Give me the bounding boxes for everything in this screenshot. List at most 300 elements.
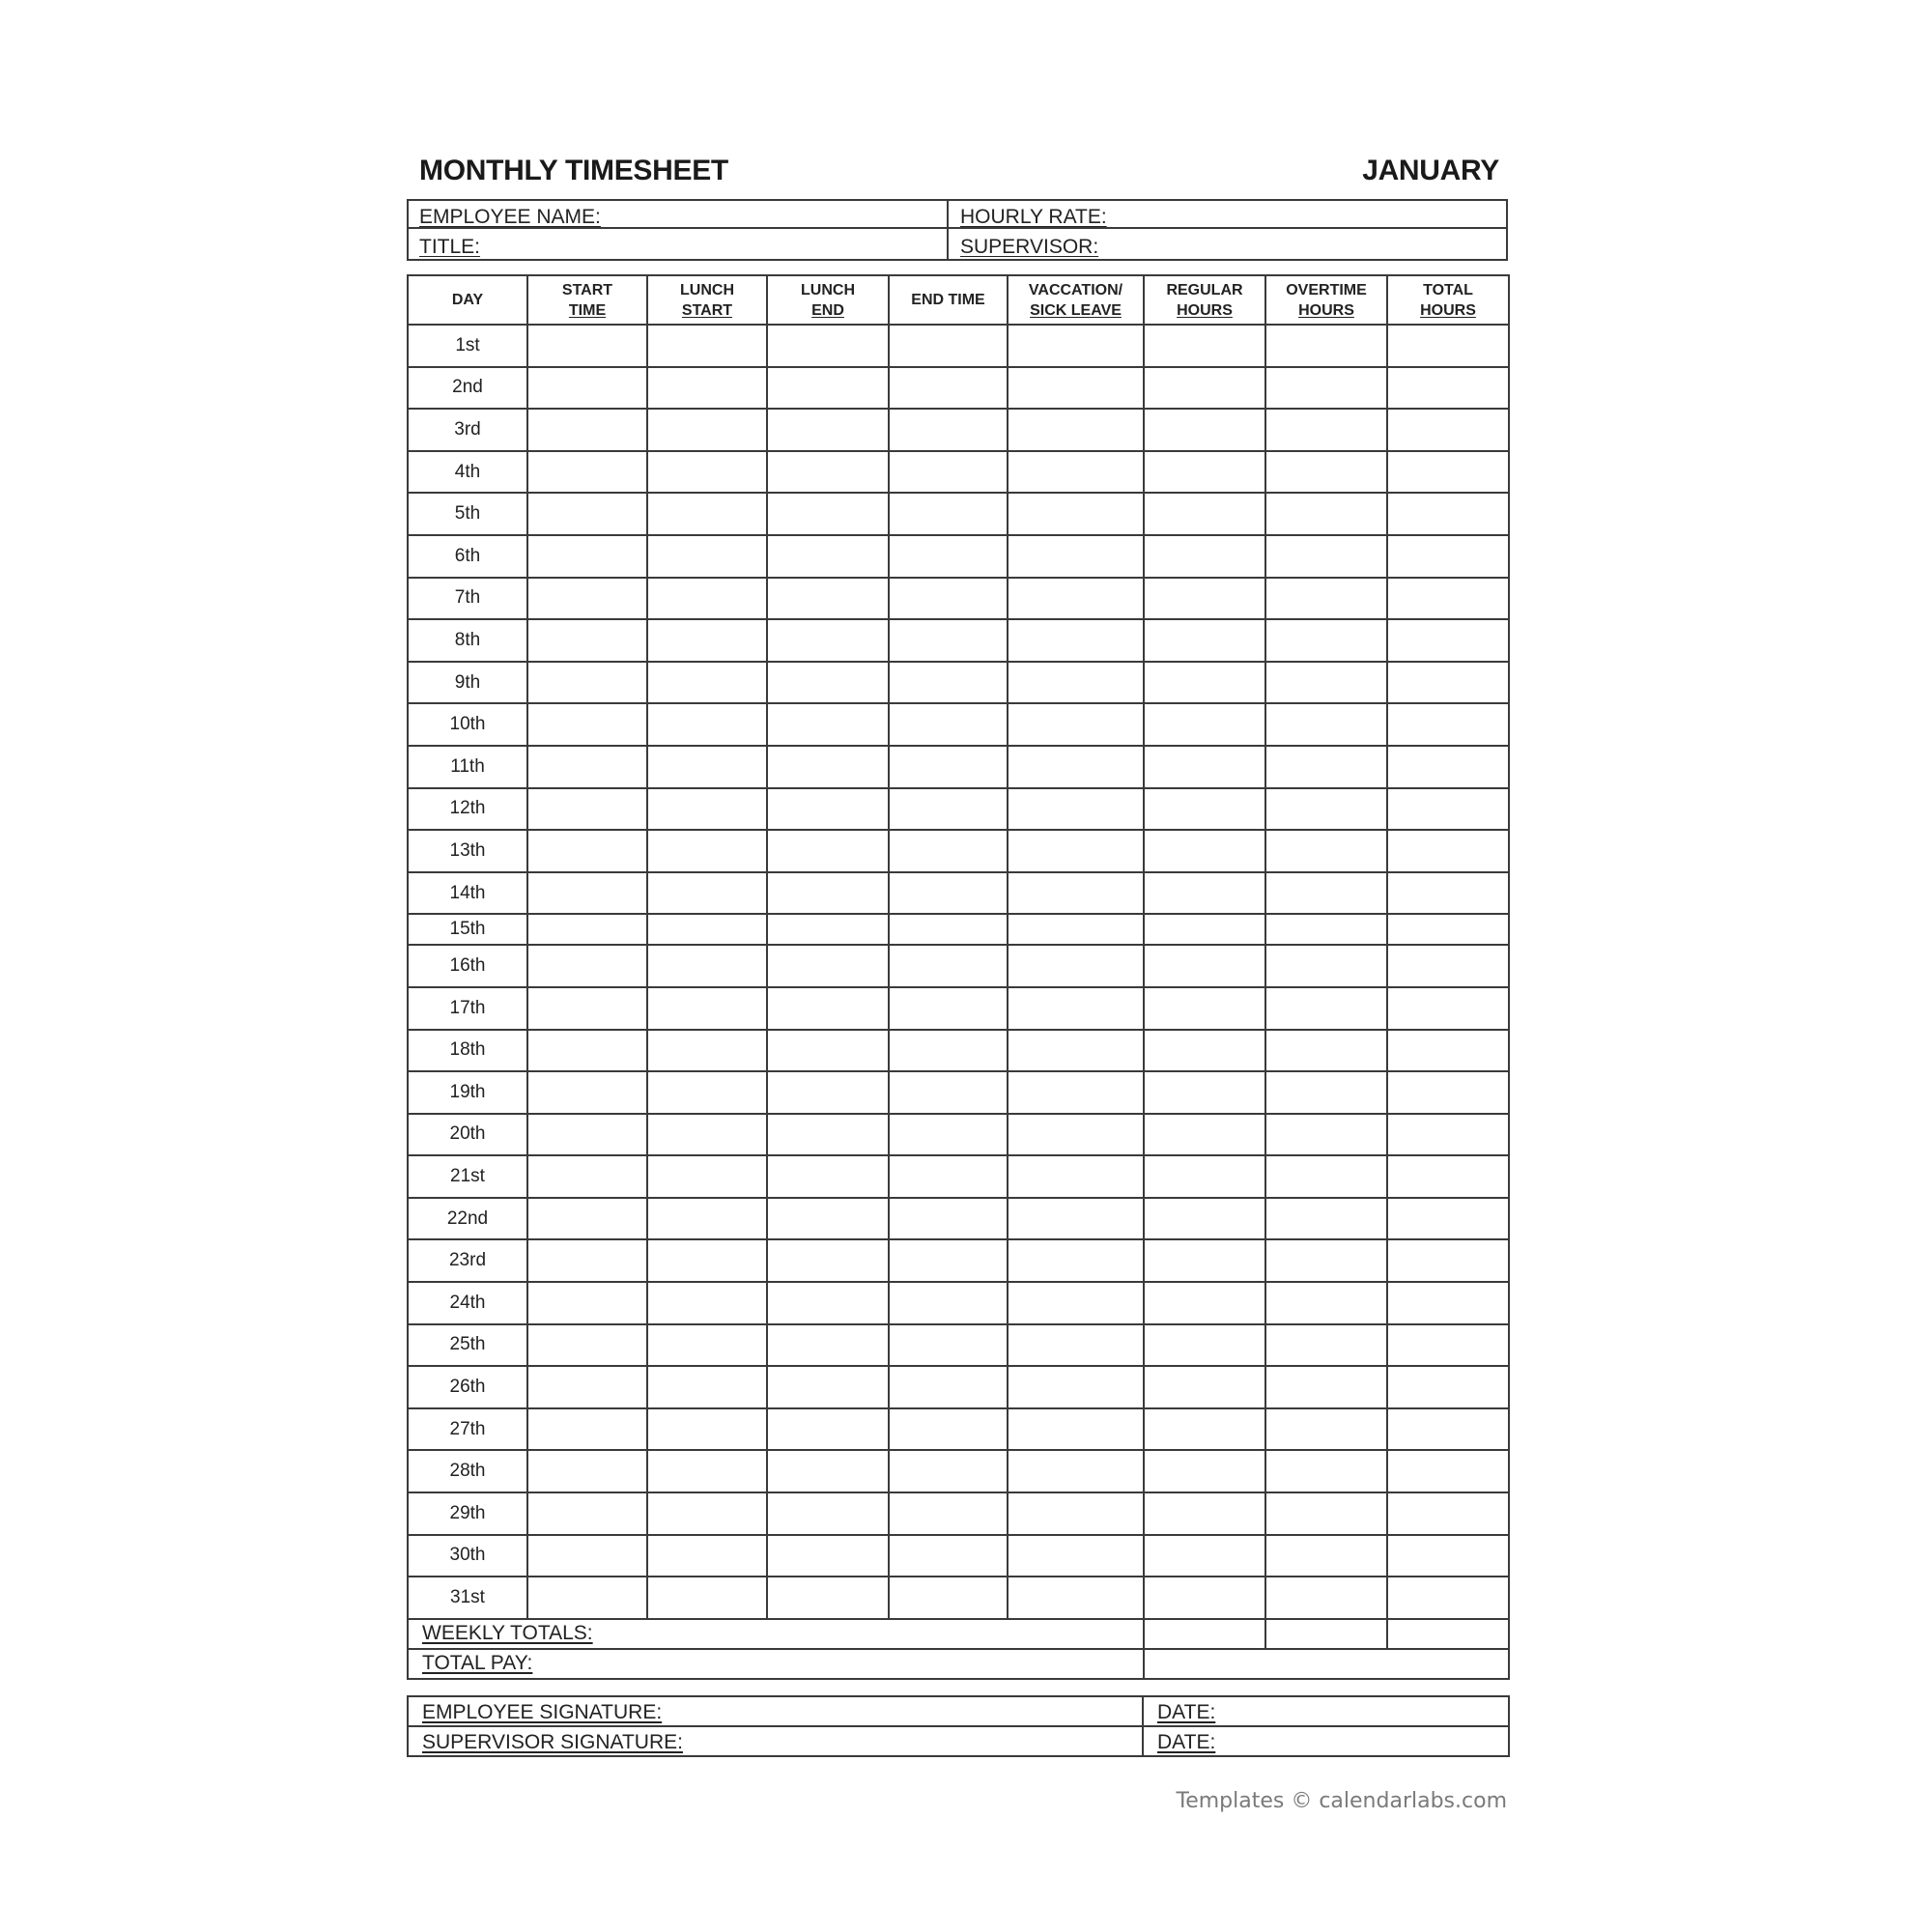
lunch-end-cell[interactable] <box>767 451 889 494</box>
vacation-sick-leave-cell[interactable] <box>1008 746 1144 788</box>
start-time-cell[interactable] <box>527 1535 647 1577</box>
day-label: 1st <box>408 325 527 367</box>
total-hours-cell[interactable] <box>1387 578 1509 620</box>
overtime-hours-cell[interactable] <box>1265 1366 1387 1408</box>
total-hours-cell[interactable] <box>1387 535 1509 578</box>
total-hours-cell[interactable] <box>1387 367 1509 410</box>
supervisor-signature-row <box>408 1726 1509 1756</box>
lunch-start-cell[interactable] <box>647 1239 767 1282</box>
start-time-cell[interactable] <box>527 367 647 410</box>
total-hours-cell[interactable] <box>1387 1577 1509 1619</box>
total-hours-cell[interactable] <box>1387 987 1509 1030</box>
weekly-overtime-hours-cell[interactable] <box>1265 1619 1387 1649</box>
column-header-line1: LUNCH <box>801 281 855 298</box>
end-time-cell[interactable] <box>889 619 1008 662</box>
lunch-start-cell[interactable] <box>647 1408 767 1451</box>
lunch-end-cell[interactable] <box>767 325 889 367</box>
overtime-hours-cell[interactable] <box>1265 703 1387 746</box>
lunch-end-cell[interactable] <box>767 1282 889 1324</box>
regular-hours-cell[interactable] <box>1144 535 1265 578</box>
end-time-cell[interactable] <box>889 987 1008 1030</box>
weekly-total-hours-cell[interactable] <box>1387 1619 1509 1649</box>
overtime-hours-cell[interactable] <box>1265 1577 1387 1619</box>
lunch-end-cell[interactable] <box>767 1366 889 1408</box>
total-hours-cell[interactable] <box>1387 1239 1509 1282</box>
total-hours-cell[interactable] <box>1387 914 1509 945</box>
table-row <box>408 662 1509 704</box>
day-label: 8th <box>408 619 527 662</box>
lunch-start-cell[interactable] <box>647 1030 767 1072</box>
lunch-end-cell[interactable] <box>767 1450 889 1492</box>
start-time-cell[interactable] <box>527 619 647 662</box>
vacation-sick-leave-cell[interactable] <box>1008 1324 1144 1367</box>
lunch-start-cell[interactable] <box>647 619 767 662</box>
regular-hours-cell[interactable] <box>1144 1366 1265 1408</box>
regular-hours-cell[interactable] <box>1144 1535 1265 1577</box>
column-header-line2: HOURS <box>1177 301 1233 319</box>
start-time-cell[interactable] <box>527 1282 647 1324</box>
lunch-end-cell[interactable] <box>767 409 889 451</box>
day-label: 18th <box>408 1030 527 1072</box>
lunch-start-cell[interactable] <box>647 325 767 367</box>
lunch-end-cell[interactable] <box>767 945 889 987</box>
start-time-cell[interactable] <box>527 578 647 620</box>
lunch-end-cell[interactable] <box>767 1239 889 1282</box>
overtime-hours-cell[interactable] <box>1265 325 1387 367</box>
lunch-end-cell[interactable] <box>767 493 889 535</box>
start-time-cell[interactable] <box>527 1577 647 1619</box>
lunch-end-cell[interactable] <box>767 1198 889 1240</box>
total-hours-cell[interactable] <box>1387 619 1509 662</box>
vacation-sick-leave-cell[interactable] <box>1008 535 1144 578</box>
total-hours-cell[interactable] <box>1387 1492 1509 1535</box>
lunch-end-cell[interactable] <box>767 703 889 746</box>
end-time-cell[interactable] <box>889 945 1008 987</box>
regular-hours-cell[interactable] <box>1144 987 1265 1030</box>
vacation-sick-leave-cell[interactable] <box>1008 830 1144 872</box>
end-time-cell[interactable] <box>889 1198 1008 1240</box>
overtime-hours-cell[interactable] <box>1265 578 1387 620</box>
overtime-hours-cell[interactable] <box>1265 1198 1387 1240</box>
total-hours-cell[interactable] <box>1387 325 1509 367</box>
lunch-start-cell[interactable] <box>647 578 767 620</box>
lunch-end-cell[interactable] <box>767 788 889 831</box>
regular-hours-cell[interactable] <box>1144 1492 1265 1535</box>
end-time-cell[interactable] <box>889 1155 1008 1198</box>
table-row <box>408 1324 1509 1367</box>
overtime-hours-cell[interactable] <box>1265 1492 1387 1535</box>
end-time-cell[interactable] <box>889 1030 1008 1072</box>
start-time-cell[interactable] <box>527 788 647 831</box>
lunch-start-cell[interactable] <box>647 367 767 410</box>
end-time-cell[interactable] <box>889 1535 1008 1577</box>
regular-hours-cell[interactable] <box>1144 1155 1265 1198</box>
lunch-end-cell[interactable] <box>767 1155 889 1198</box>
vacation-sick-leave-cell[interactable] <box>1008 1450 1144 1492</box>
regular-hours-cell[interactable] <box>1144 788 1265 831</box>
lunch-start-cell[interactable] <box>647 1114 767 1156</box>
start-time-cell[interactable] <box>527 703 647 746</box>
vacation-sick-leave-cell[interactable] <box>1008 945 1144 987</box>
regular-hours-cell[interactable] <box>1144 945 1265 987</box>
end-time-cell[interactable] <box>889 788 1008 831</box>
vacation-sick-leave-cell[interactable] <box>1008 1239 1144 1282</box>
start-time-cell[interactable] <box>527 451 647 494</box>
lunch-end-cell[interactable] <box>767 619 889 662</box>
lunch-end-cell[interactable] <box>767 1535 889 1577</box>
overtime-hours-cell[interactable] <box>1265 493 1387 535</box>
regular-hours-cell[interactable] <box>1144 662 1265 704</box>
regular-hours-cell[interactable] <box>1144 830 1265 872</box>
vacation-sick-leave-cell[interactable] <box>1008 1282 1144 1324</box>
vacation-sick-leave-cell[interactable] <box>1008 1071 1144 1114</box>
end-time-cell[interactable] <box>889 662 1008 704</box>
regular-hours-cell[interactable] <box>1144 325 1265 367</box>
total-hours-cell[interactable] <box>1387 1114 1509 1156</box>
vacation-sick-leave-cell[interactable] <box>1008 987 1144 1030</box>
end-time-cell[interactable] <box>889 1282 1008 1324</box>
vacation-sick-leave-cell[interactable] <box>1008 788 1144 831</box>
column-header-line1: START <box>561 281 613 298</box>
vacation-sick-leave-cell[interactable] <box>1008 1198 1144 1240</box>
regular-hours-cell[interactable] <box>1144 703 1265 746</box>
supervisor-signature-field[interactable]: SUPERVISOR SIGNATURE: <box>408 1726 1143 1756</box>
vacation-sick-leave-cell[interactable] <box>1008 872 1144 915</box>
hourly-rate-field[interactable]: HOURLY RATE: <box>960 206 1107 228</box>
start-time-cell[interactable] <box>527 746 647 788</box>
supervisor-field[interactable]: SUPERVISOR: <box>960 236 1099 258</box>
lunch-end-cell[interactable] <box>767 1030 889 1072</box>
lunch-start-cell[interactable] <box>647 746 767 788</box>
day-label: 20th <box>408 1114 527 1156</box>
vacation-sick-leave-cell[interactable] <box>1008 1408 1144 1451</box>
vacation-sick-leave-cell[interactable] <box>1008 1114 1144 1156</box>
lunch-end-cell[interactable] <box>767 746 889 788</box>
lunch-start-cell[interactable] <box>647 1366 767 1408</box>
total-hours-cell[interactable] <box>1387 872 1509 915</box>
overtime-hours-cell[interactable] <box>1265 451 1387 494</box>
employee-signature-field[interactable]: EMPLOYEE SIGNATURE: <box>408 1696 1143 1726</box>
title-field[interactable]: TITLE: <box>419 236 481 258</box>
vacation-sick-leave-cell[interactable] <box>1008 451 1144 494</box>
start-time-cell[interactable] <box>527 872 647 915</box>
regular-hours-cell[interactable] <box>1144 1114 1265 1156</box>
lunch-end-cell[interactable] <box>767 1492 889 1535</box>
vacation-sick-leave-cell[interactable] <box>1008 1535 1144 1577</box>
regular-hours-cell[interactable] <box>1144 578 1265 620</box>
day-label: 23rd <box>408 1239 527 1282</box>
start-time-cell[interactable] <box>527 987 647 1030</box>
start-time-cell[interactable] <box>527 1114 647 1156</box>
total-hours-cell[interactable] <box>1387 1450 1509 1492</box>
end-time-cell[interactable] <box>889 409 1008 451</box>
regular-hours-cell[interactable] <box>1144 1324 1265 1367</box>
vacation-sick-leave-cell[interactable] <box>1008 1155 1144 1198</box>
start-time-cell[interactable] <box>527 1155 647 1198</box>
column-header-line1: REGULAR <box>1166 281 1243 298</box>
total-pay-cell[interactable] <box>1144 1649 1509 1679</box>
regular-hours-cell[interactable] <box>1144 1071 1265 1114</box>
regular-hours-cell[interactable] <box>1144 1577 1265 1619</box>
start-time-cell[interactable] <box>527 535 647 578</box>
vacation-sick-leave-cell[interactable] <box>1008 1366 1144 1408</box>
overtime-hours-cell[interactable] <box>1265 1030 1387 1072</box>
day-label: 4th <box>408 451 527 494</box>
end-time-cell[interactable] <box>889 703 1008 746</box>
column-header-line1: TOTAL <box>1423 281 1473 298</box>
total-hours-cell[interactable] <box>1387 1071 1509 1114</box>
column-header-line2: HOURS <box>1420 301 1476 319</box>
lunch-end-cell[interactable] <box>767 872 889 915</box>
total-hours-cell[interactable] <box>1387 746 1509 788</box>
table-row <box>408 325 1509 367</box>
regular-hours-cell[interactable] <box>1144 746 1265 788</box>
overtime-hours-cell[interactable] <box>1265 535 1387 578</box>
start-time-cell[interactable] <box>527 914 647 945</box>
total-hours-cell[interactable] <box>1387 1030 1509 1072</box>
overtime-hours-cell[interactable] <box>1265 872 1387 915</box>
start-time-cell[interactable] <box>527 1239 647 1282</box>
table-row <box>408 1071 1509 1114</box>
lunch-start-cell[interactable] <box>647 703 767 746</box>
end-time-cell[interactable] <box>889 1071 1008 1114</box>
vacation-sick-leave-cell[interactable] <box>1008 914 1144 945</box>
weekly-totals-row <box>408 1619 1509 1649</box>
overtime-hours-cell[interactable] <box>1265 1114 1387 1156</box>
supervisor-date-field[interactable]: DATE: <box>1143 1726 1509 1756</box>
regular-hours-cell[interactable] <box>1144 872 1265 915</box>
overtime-hours-cell[interactable] <box>1265 987 1387 1030</box>
vacation-sick-leave-cell[interactable] <box>1008 1577 1144 1619</box>
end-time-cell[interactable] <box>889 451 1008 494</box>
table-row <box>408 788 1509 831</box>
total-hours-cell[interactable] <box>1387 830 1509 872</box>
end-time-cell[interactable] <box>889 1492 1008 1535</box>
total-hours-cell[interactable] <box>1387 409 1509 451</box>
day-label: 12th <box>408 788 527 831</box>
total-hours-cell[interactable] <box>1387 1282 1509 1324</box>
table-row <box>408 1239 1509 1282</box>
overtime-hours-cell[interactable] <box>1265 746 1387 788</box>
end-time-cell[interactable] <box>889 830 1008 872</box>
lunch-end-cell[interactable] <box>767 987 889 1030</box>
overtime-hours-cell[interactable] <box>1265 830 1387 872</box>
lunch-end-cell[interactable] <box>767 1114 889 1156</box>
start-time-cell[interactable] <box>527 1198 647 1240</box>
start-time-cell[interactable] <box>527 662 647 704</box>
start-time-cell[interactable] <box>527 1030 647 1072</box>
column-header-line2: START <box>681 301 733 319</box>
lunch-start-cell[interactable] <box>647 493 767 535</box>
table-row <box>408 1155 1509 1198</box>
lunch-start-cell[interactable] <box>647 535 767 578</box>
page-title: MONTHLY TIMESHEET <box>419 155 728 186</box>
start-time-cell[interactable] <box>527 830 647 872</box>
overtime-hours-cell[interactable] <box>1265 945 1387 987</box>
lunch-end-cell[interactable] <box>767 830 889 872</box>
overtime-hours-cell[interactable] <box>1265 1155 1387 1198</box>
lunch-end-cell[interactable] <box>767 1324 889 1367</box>
vacation-sick-leave-cell[interactable] <box>1008 493 1144 535</box>
start-time-cell[interactable] <box>527 1071 647 1114</box>
overtime-hours-cell[interactable] <box>1265 788 1387 831</box>
total-hours-cell[interactable] <box>1387 1155 1509 1198</box>
lunch-start-cell[interactable] <box>647 1282 767 1324</box>
employee-name-field[interactable]: EMPLOYEE NAME: <box>419 206 601 228</box>
end-time-cell[interactable] <box>889 325 1008 367</box>
start-time-cell[interactable] <box>527 493 647 535</box>
lunch-start-cell[interactable] <box>647 1155 767 1198</box>
lunch-end-cell[interactable] <box>767 662 889 704</box>
lunch-start-cell[interactable] <box>647 872 767 915</box>
vacation-sick-leave-cell[interactable] <box>1008 325 1144 367</box>
overtime-hours-cell[interactable] <box>1265 1282 1387 1324</box>
total-hours-cell[interactable] <box>1387 703 1509 746</box>
regular-hours-cell[interactable] <box>1144 1282 1265 1324</box>
lunch-end-cell[interactable] <box>767 1071 889 1114</box>
total-hours-cell[interactable] <box>1387 1408 1509 1451</box>
lunch-end-cell[interactable] <box>767 914 889 945</box>
lunch-start-cell[interactable] <box>647 1324 767 1367</box>
overtime-hours-cell[interactable] <box>1265 1239 1387 1282</box>
day-label: 21st <box>408 1155 527 1198</box>
end-time-cell[interactable] <box>889 493 1008 535</box>
lunch-start-cell[interactable] <box>647 914 767 945</box>
vacation-sick-leave-cell[interactable] <box>1008 703 1144 746</box>
vacation-sick-leave-cell[interactable] <box>1008 1492 1144 1535</box>
start-time-cell[interactable] <box>527 1450 647 1492</box>
vacation-sick-leave-cell[interactable] <box>1008 619 1144 662</box>
vacation-sick-leave-cell[interactable] <box>1008 578 1144 620</box>
lunch-start-cell[interactable] <box>647 1450 767 1492</box>
total-hours-cell[interactable] <box>1387 451 1509 494</box>
end-time-cell[interactable] <box>889 535 1008 578</box>
overtime-hours-cell[interactable] <box>1265 1535 1387 1577</box>
table-row <box>408 1366 1509 1408</box>
total-hours-cell[interactable] <box>1387 1198 1509 1240</box>
regular-hours-cell[interactable] <box>1144 914 1265 945</box>
vacation-sick-leave-cell[interactable] <box>1008 1030 1144 1072</box>
lunch-start-cell[interactable] <box>647 1071 767 1114</box>
regular-hours-cell[interactable] <box>1144 409 1265 451</box>
overtime-hours-cell[interactable] <box>1265 914 1387 945</box>
overtime-hours-cell[interactable] <box>1265 409 1387 451</box>
table-row <box>408 1492 1509 1535</box>
lunch-end-cell[interactable] <box>767 1408 889 1451</box>
end-time-cell[interactable] <box>889 1577 1008 1619</box>
end-time-cell[interactable] <box>889 1114 1008 1156</box>
total-hours-cell[interactable] <box>1387 788 1509 831</box>
lunch-start-cell[interactable] <box>647 1198 767 1240</box>
start-time-cell[interactable] <box>527 409 647 451</box>
lunch-start-cell[interactable] <box>647 945 767 987</box>
total-hours-cell[interactable] <box>1387 662 1509 704</box>
overtime-hours-cell[interactable] <box>1265 1071 1387 1114</box>
end-time-cell[interactable] <box>889 872 1008 915</box>
lunch-start-cell[interactable] <box>647 788 767 831</box>
start-time-cell[interactable] <box>527 1324 647 1367</box>
regular-hours-cell[interactable] <box>1144 619 1265 662</box>
lunch-start-cell[interactable] <box>647 1492 767 1535</box>
end-time-cell[interactable] <box>889 578 1008 620</box>
start-time-cell[interactable] <box>527 325 647 367</box>
end-time-cell[interactable] <box>889 367 1008 410</box>
table-row <box>408 1030 1509 1072</box>
column-header-end-time <box>889 275 1008 325</box>
table-row <box>408 493 1509 535</box>
end-time-cell[interactable] <box>889 914 1008 945</box>
regular-hours-cell[interactable] <box>1144 1408 1265 1451</box>
overtime-hours-cell[interactable] <box>1265 1408 1387 1451</box>
start-time-cell[interactable] <box>527 1408 647 1451</box>
column-header-line2: TIME <box>568 301 607 319</box>
total-hours-cell[interactable] <box>1387 1324 1509 1367</box>
regular-hours-cell[interactable] <box>1144 1198 1265 1240</box>
lunch-start-cell[interactable] <box>647 1577 767 1619</box>
column-header-line1: END TIME <box>911 292 985 308</box>
total-hours-cell[interactable] <box>1387 1535 1509 1577</box>
table-header-row <box>408 275 1509 325</box>
day-label: 14th <box>408 872 527 915</box>
regular-hours-cell[interactable] <box>1144 493 1265 535</box>
column-header-regular-hours <box>1144 275 1265 325</box>
vacation-sick-leave-cell[interactable] <box>1008 662 1144 704</box>
day-rows <box>408 325 1509 1619</box>
weekly-regular-hours-cell[interactable] <box>1144 1619 1265 1649</box>
start-time-cell[interactable] <box>527 945 647 987</box>
lunch-start-cell[interactable] <box>647 987 767 1030</box>
overtime-hours-cell[interactable] <box>1265 1324 1387 1367</box>
lunch-start-cell[interactable] <box>647 662 767 704</box>
lunch-start-cell[interactable] <box>647 830 767 872</box>
table-row <box>408 1282 1509 1324</box>
start-time-cell[interactable] <box>527 1492 647 1535</box>
lunch-end-cell[interactable] <box>767 535 889 578</box>
table-row <box>408 914 1509 945</box>
end-time-cell[interactable] <box>889 746 1008 788</box>
lunch-start-cell[interactable] <box>647 409 767 451</box>
vacation-sick-leave-cell[interactable] <box>1008 367 1144 410</box>
vacation-sick-leave-cell[interactable] <box>1008 409 1144 451</box>
regular-hours-cell[interactable] <box>1144 1450 1265 1492</box>
table-row <box>408 1577 1509 1619</box>
end-time-cell[interactable] <box>889 1366 1008 1408</box>
overtime-hours-cell[interactable] <box>1265 1450 1387 1492</box>
end-time-cell[interactable] <box>889 1450 1008 1492</box>
end-time-cell[interactable] <box>889 1324 1008 1367</box>
start-time-cell[interactable] <box>527 1366 647 1408</box>
lunch-end-cell[interactable] <box>767 367 889 410</box>
regular-hours-cell[interactable] <box>1144 1239 1265 1282</box>
regular-hours-cell[interactable] <box>1144 1030 1265 1072</box>
end-time-cell[interactable] <box>889 1408 1008 1451</box>
overtime-hours-cell[interactable] <box>1265 662 1387 704</box>
lunch-start-cell[interactable] <box>647 1535 767 1577</box>
employee-date-field[interactable]: DATE: <box>1143 1696 1509 1726</box>
total-hours-cell[interactable] <box>1387 1366 1509 1408</box>
total-hours-cell[interactable] <box>1387 945 1509 987</box>
column-header-lunch-end <box>767 275 889 325</box>
regular-hours-cell[interactable] <box>1144 451 1265 494</box>
total-hours-cell[interactable] <box>1387 493 1509 535</box>
end-time-cell[interactable] <box>889 1239 1008 1282</box>
regular-hours-cell[interactable] <box>1144 367 1265 410</box>
lunch-end-cell[interactable] <box>767 578 889 620</box>
lunch-start-cell[interactable] <box>647 451 767 494</box>
overtime-hours-cell[interactable] <box>1265 367 1387 410</box>
lunch-end-cell[interactable] <box>767 1577 889 1619</box>
overtime-hours-cell[interactable] <box>1265 619 1387 662</box>
